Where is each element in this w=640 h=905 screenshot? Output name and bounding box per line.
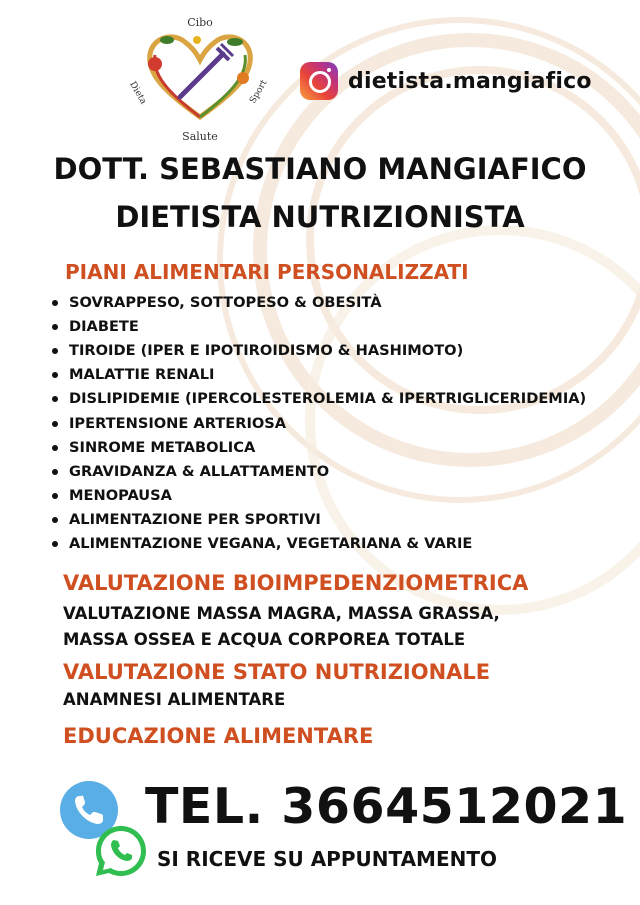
list-item: [52, 363, 586, 387]
list-item: [52, 508, 586, 532]
bullet-dot: [52, 324, 58, 330]
list-item-label: MALATTIE RENALI: [69, 366, 215, 384]
bullet-dot: [52, 421, 58, 427]
bullet-dot: [52, 445, 58, 451]
bullet-dot: [52, 517, 58, 523]
list-item-label: TIROIDE (IPER E IPOTIROIDISMO & HASHIMOTO): [69, 342, 464, 360]
bullet-dot: [52, 541, 58, 547]
bioimpedenza-text: [63, 601, 500, 653]
list-item-label: GRAVIDANZA & ALLATTAMENTO: [69, 462, 330, 480]
phone-number[interactable]: TEL. 3664512021: [145, 778, 628, 835]
doctor-role: DIETISTA NUTRIZIONISTA: [115, 200, 525, 234]
whatsapp-icon[interactable]: [92, 822, 150, 880]
piani-list: [52, 291, 586, 556]
bullet-dot: [52, 493, 58, 499]
bullet-dot: [52, 348, 58, 354]
bullet-dot: [52, 396, 58, 402]
bioimpedenza-line-1: VALUTAZIONE MASSA MAGRA, MASSA GRASSA,: [63, 604, 500, 623]
logo-word-right: Sport: [248, 78, 270, 106]
appointment-note: SI RICEVE SU APPUNTAMENTO: [157, 847, 497, 871]
list-item-label: SINROME METABOLICA: [69, 438, 256, 456]
list-item-label: SOVRAPPESO, SOTTOPESO & OBESITÀ: [69, 294, 382, 312]
list-item-label: ALIMENTAZIONE PER SPORTIVI: [69, 510, 321, 528]
list-item: [52, 387, 586, 411]
list-item: [52, 532, 586, 556]
list-item-label: DISLIPIDEMIE (IPERCOLESTEROLEMIA & IPERTRIGLICERIDEMIA): [69, 390, 587, 408]
list-item-label: IPERTENSIONE ARTERIOSA: [69, 414, 287, 432]
list-item: [52, 460, 586, 484]
bioimpedenza-heading: VALUTAZIONE BIOIMPEDENZIOMETRICA: [63, 571, 529, 595]
logo: [125, 12, 275, 147]
list-item: [52, 411, 586, 435]
logo-word-top: Cibo: [187, 16, 213, 29]
doctor-name: DOTT. SEBASTIANO MANGIAFICO: [53, 152, 587, 186]
instagram-link[interactable]: [300, 62, 592, 100]
bioimpedenza-line-2: MASSA OSSEA E ACQUA CORPOREA TOTALE: [63, 630, 466, 649]
logo-word-bottom: Salute: [182, 130, 218, 143]
stato-heading: VALUTAZIONE STATO NUTRIZIONALE: [63, 660, 491, 684]
bullet-dot: [52, 372, 58, 378]
stato-text: ANAMNESI ALIMENTARE: [63, 690, 286, 709]
list-item-label: DIABETE: [69, 318, 139, 336]
logo-word-left: Dieta: [127, 80, 149, 107]
heart-fork-logo: [125, 12, 275, 147]
piani-heading: PIANI ALIMENTARI PERSONALIZZATI: [65, 260, 469, 284]
instagram-icon: [300, 62, 338, 100]
list-item: [52, 315, 586, 339]
instagram-handle: dietista.mangiafico: [348, 68, 592, 94]
list-item-label: ALIMENTAZIONE VEGANA, VEGETARIANA & VARIE: [69, 534, 473, 552]
bullet-dot: [52, 469, 58, 475]
list-item: [52, 339, 586, 363]
list-item-label: MENOPAUSA: [69, 486, 172, 504]
educazione-heading: EDUCAZIONE ALIMENTARE: [63, 724, 374, 748]
list-item: [52, 291, 586, 315]
list-item: [52, 436, 586, 460]
list-item: [52, 484, 586, 508]
bullet-dot: [52, 300, 58, 306]
